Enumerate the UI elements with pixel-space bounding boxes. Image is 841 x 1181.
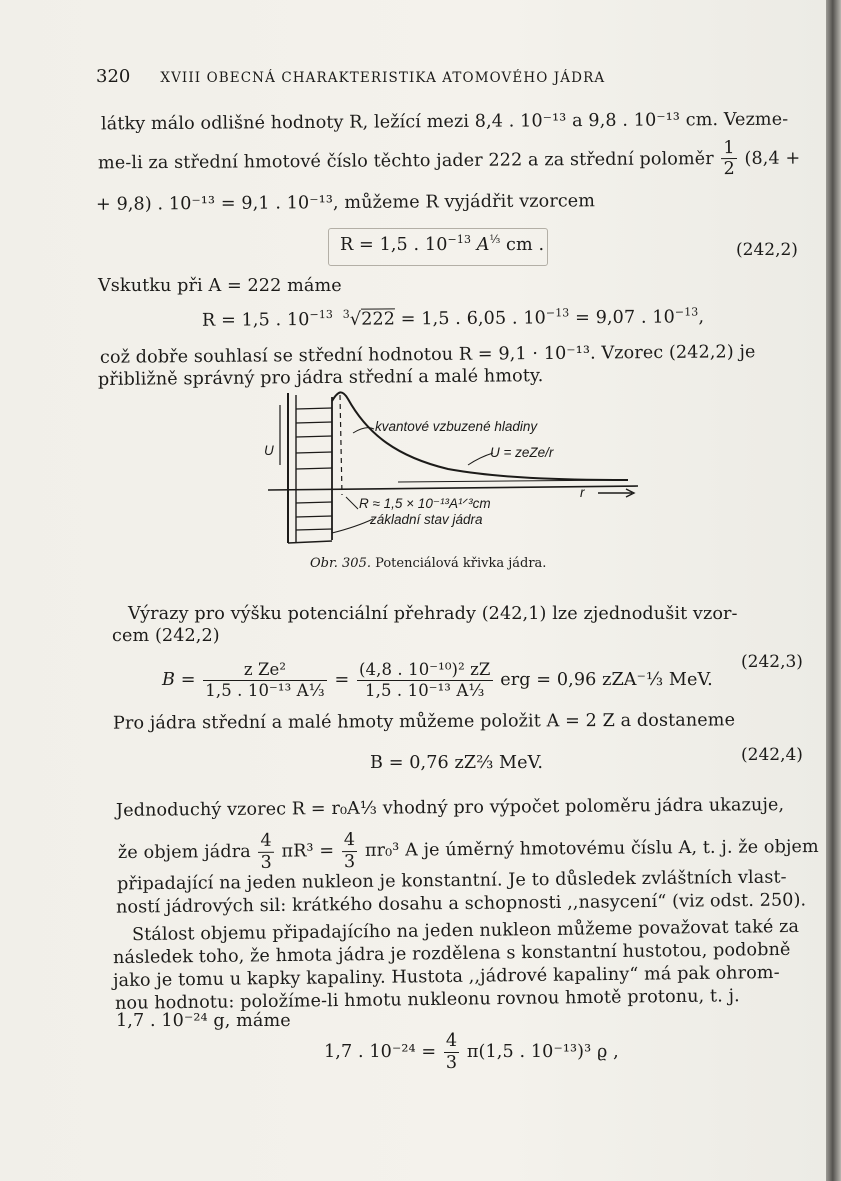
radicand: 222 [361, 309, 396, 330]
text-line: přibližně správný pro jádra střední a malé hmoty. [97, 366, 544, 390]
exponent: −13 [545, 306, 570, 320]
energy-level [296, 468, 332, 469]
text-line: 1,7 . 10⁻²⁴ g, máme [116, 1011, 291, 1031]
pointer-ground [332, 519, 373, 533]
exponent: −13 [309, 307, 334, 322]
figure-caption [310, 556, 546, 571]
equation-lhs: B = [162, 670, 196, 690]
fraction-numerator: 4 [342, 831, 357, 852]
text-span: že objem jádra [117, 841, 251, 864]
exponent: ⅓ [489, 233, 501, 247]
potential-curve-figure [258, 385, 638, 565]
fraction-denominator: 3 [445, 1052, 458, 1073]
equation-lhs: R = 1,5 . 10 [340, 235, 448, 255]
text-line: nou hodnotu: položíme-li hmotu nukleonu rovnou hmotě protonu, t. j. [114, 986, 740, 1014]
pointer-radius [346, 497, 358, 509]
equation-number: (242,4) [741, 745, 803, 765]
text-line: což dobře souhlasí se střední hodnotou R = 9,1 · 10⁻¹³. Vzorec (242,2) je [99, 342, 756, 368]
axis-label-r: r [580, 485, 585, 500]
text-line: připadající na jeden nukleon je konstantní. Je to důsledek zvláštních vlast- [116, 867, 787, 895]
chapter-title: XVIII OBECNÁ CHARAKTERISTIKA ATOMOVÉHO JÁDRA [160, 70, 606, 86]
equation-density [324, 1028, 619, 1076]
text-span: πR³ = [281, 841, 335, 862]
energy-level [296, 422, 332, 423]
text-line: následek toho, že hmota jádra je rozdělena s konstantní hustotou, podobně [112, 939, 791, 969]
fraction-denominator: 3 [260, 852, 272, 873]
energy-level [296, 516, 332, 517]
exponent: −13 [674, 305, 699, 319]
variable: A [476, 235, 490, 255]
text-span: (8,4 + [744, 148, 801, 169]
energy-level [296, 436, 332, 437]
coulomb-potential-curve [332, 392, 628, 480]
running-header [96, 66, 605, 87]
radius-marker-line [340, 395, 342, 495]
text-line: jako je tomu u kapky kapaliny. Hustota ,,jádrové kapaliny“ má pak ohrom- [112, 962, 780, 992]
root-index: 3 [342, 307, 350, 321]
fraction [444, 1032, 459, 1072]
radical-sign: √ [349, 309, 362, 330]
text-line: cem (242,2) [112, 626, 220, 646]
text-span: πr₀³ A je úměrný hmotovému číslu A, t. j. že objem [364, 836, 819, 861]
text-line: ností jádrových sil: krátkého dosahu a schopnosti ,,nasycení“ (viz odst. 250). [115, 890, 807, 918]
well-bottom [288, 541, 332, 543]
equation-lhs: 1,7 . 10⁻²⁴ = [324, 1042, 437, 1062]
equation-242-2 [340, 234, 544, 256]
energy-level [296, 452, 332, 453]
equation-rhs: erg = 0,96 zZA⁻⅓ MeV. [500, 670, 713, 690]
fraction-denominator: 1,5 . 10⁻¹³ A⅓ [205, 680, 325, 700]
equation-number: (242,2) [736, 240, 798, 260]
label-radius: R ≈ 1,5 × 10⁻¹³A¹ᐟ³cm [359, 496, 491, 511]
caption-ref: Obr. 305. [310, 556, 371, 571]
punctuation: , [698, 307, 705, 328]
unit: cm . [506, 235, 545, 255]
fraction-denominator: 3 [343, 851, 356, 872]
text-line: Pro jádra střední a malé hmoty můžeme položit A = 2 Z a dostaneme [112, 710, 736, 734]
equation-242-3 [162, 650, 713, 710]
fraction-numerator: z Ze² [203, 661, 326, 680]
fraction-denominator: 2 [723, 159, 735, 180]
text-line: + 9,8) . 10⁻¹³ = 9,1 . 10⁻¹³, můžeme R vyjádřit vzorcem [95, 191, 596, 215]
exponent: −13 [447, 233, 472, 247]
fraction [342, 831, 358, 871]
label-potential-formula: U = zeZe/r [490, 445, 554, 460]
figure-drawing [258, 385, 638, 565]
equation-rhs: π(1,5 . 10⁻¹³)³ ϱ , [466, 1042, 619, 1062]
caption-text: Potenciálová křivka jádra. [375, 556, 547, 571]
book-spine-edge [826, 0, 841, 1181]
equation-rhs: = 1,5 . 6,05 . 10 [400, 308, 546, 330]
text-span: me-li za střední hmotové číslo těchto jader 222 a za střední poloměr [97, 149, 714, 174]
ground-level [296, 529, 332, 530]
fraction-numerator: 4 [445, 1031, 458, 1052]
text-line: Jednoduchý vzorec R = r₀A⅓ vhodný pro výpočet poloměru jádra ukazuje, [115, 795, 785, 821]
equation-number: (242,3) [741, 652, 803, 672]
fraction-numerator: 1 [721, 139, 736, 160]
fraction-numerator: (4,8 . 10⁻¹⁰)² zZ [359, 660, 491, 680]
fraction [721, 139, 737, 179]
equation-rhs: = 9,07 . 10 [575, 307, 675, 329]
fraction [258, 832, 274, 872]
axis-label-u: U [264, 443, 274, 458]
fraction-denominator: 1,5 . 10⁻¹³ A⅓ [365, 680, 485, 700]
equation-lhs: R = 1,5 . 10 [201, 310, 310, 331]
fraction [203, 661, 326, 699]
label-excited-levels: kvantové vzbuzené hladiny [375, 419, 538, 434]
text-line: Vskutku při A = 222 máme [98, 276, 342, 296]
equation-root [202, 306, 704, 332]
energy-level [296, 502, 332, 503]
fraction-numerator: 4 [258, 832, 273, 853]
text-line [98, 139, 801, 184]
equals-sign: = [334, 670, 350, 690]
energy-level [296, 408, 332, 409]
text-line: Výrazy pro výšku potenciální přehrady (242,1) lze zjednodušit vzor- [128, 604, 738, 624]
label-ground-state: základní stav jádra [370, 512, 483, 527]
equation-242-4: B = 0,76 zZ⅔ MeV. [370, 753, 544, 773]
page-number: 320 [96, 66, 131, 87]
fraction [357, 661, 493, 699]
text-line: látky málo odlišné hodnoty R, ležící mezi 8,4 . 10⁻¹³ a 9,8 . 10⁻¹³ cm. Vezme- [100, 109, 789, 135]
text-line: Stálost objemu připadajícího na jeden nukleon můžeme považovat také za [131, 916, 800, 946]
